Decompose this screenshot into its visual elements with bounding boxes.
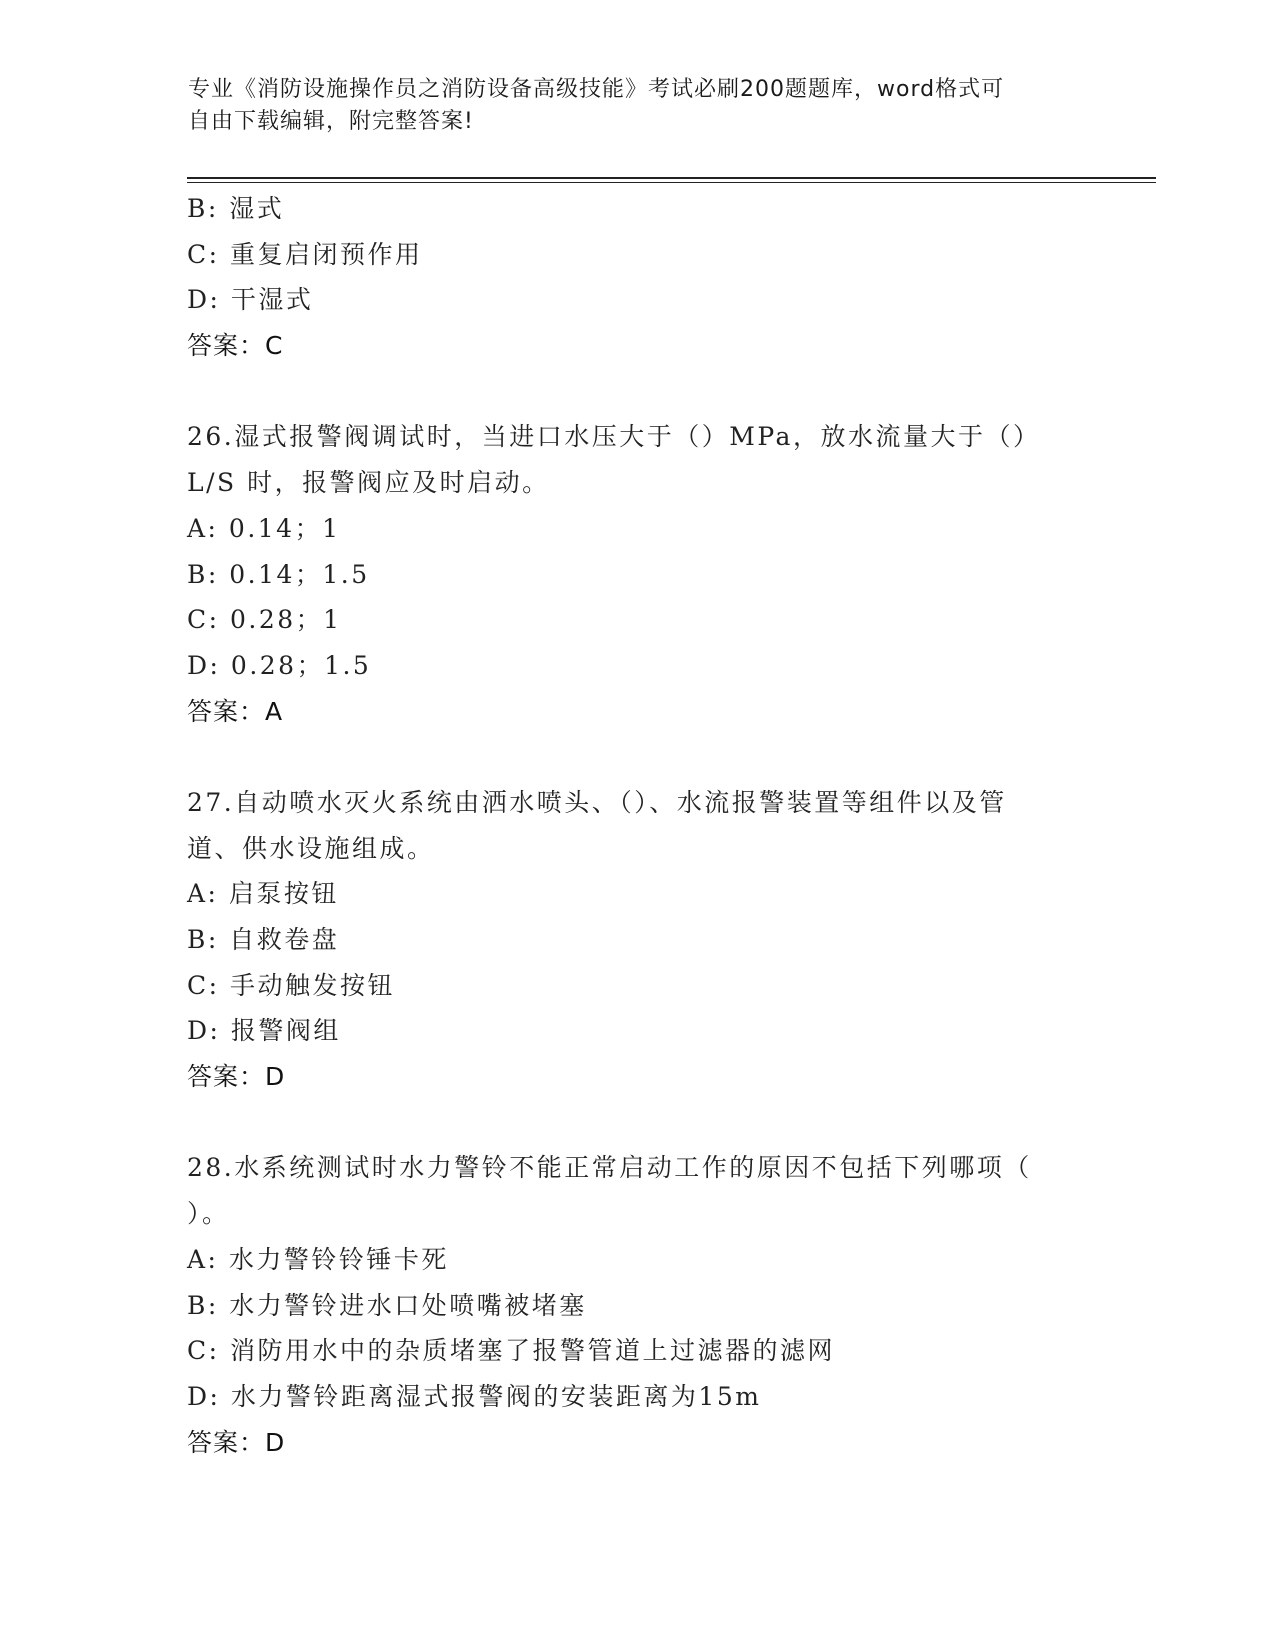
answer-line: 答案：D bbox=[187, 1062, 286, 1092]
option-b: B: 水力警铃进水口处喷嘴被堵塞 bbox=[187, 1290, 587, 1320]
question-list bbox=[187, 186, 1087, 1465]
question-stem-line: 27.自动喷水灭火系统由洒水喷头、（）、水流报警装置等组件以及管 bbox=[187, 787, 1007, 817]
option-b: B: 0.14；1.5 bbox=[187, 559, 370, 589]
option-c: C: 重复启闭预作用 bbox=[187, 239, 423, 269]
question-26 bbox=[187, 414, 1087, 734]
question-stem-line: 28.水系统测试时水力警铃不能正常启动工作的原因不包括下列哪项（ bbox=[187, 1153, 1032, 1183]
spacer bbox=[187, 1100, 1087, 1146]
question-28 bbox=[187, 1145, 1087, 1465]
spacer bbox=[187, 369, 1087, 415]
question-stem-line: 26.湿式报警阀调试时，当进口水压大于（）MPa，放水流量大于（） bbox=[187, 422, 1041, 452]
answer-line: 答案：A bbox=[187, 696, 284, 726]
header-line-1: 专业《消防设施操作员之消防设备高级技能》考试必刷200题题库，word格式可 bbox=[188, 77, 1005, 102]
question-27 bbox=[187, 780, 1087, 1100]
header-divider-thin bbox=[187, 182, 1156, 183]
document-header bbox=[188, 74, 1088, 138]
option-a: A: 0.14；1 bbox=[187, 513, 341, 543]
option-d: D: 0.28；1.5 bbox=[187, 650, 372, 680]
option-d: D: 水力警铃距离湿式报警阀的安装距离为15m bbox=[187, 1381, 762, 1411]
option-c: C: 0.28；1 bbox=[187, 605, 342, 635]
answer-line: 答案：C bbox=[187, 331, 284, 361]
question-stem-line: L/S 时，报警阀应及时启动。 bbox=[187, 468, 550, 498]
option-d: D: 报警阀组 bbox=[187, 1016, 341, 1046]
spacer bbox=[187, 734, 1087, 780]
question-25-continued bbox=[187, 186, 1087, 369]
question-stem-line: ）。 bbox=[187, 1199, 230, 1229]
option-c: C: 手动触发按钮 bbox=[187, 970, 395, 1000]
option-d: D: 干湿式 bbox=[187, 285, 314, 315]
option-a: A: 水力警铃铃锤卡死 bbox=[187, 1244, 449, 1274]
option-b: B: 自救卷盘 bbox=[187, 925, 340, 954]
question-stem-line: 道、供水设施组成。 bbox=[187, 833, 435, 863]
option-a: A: 启泵按钮 bbox=[187, 879, 339, 909]
option-b: B: 湿式 bbox=[187, 194, 285, 223]
answer-line: 答案：D bbox=[187, 1427, 286, 1457]
header-divider-thick bbox=[187, 177, 1156, 179]
option-c: C: 消防用水中的杂质堵塞了报警管道上过滤器的滤网 bbox=[187, 1336, 836, 1366]
header-line-2: 自由下载编辑，附完整答案! bbox=[188, 109, 474, 134]
